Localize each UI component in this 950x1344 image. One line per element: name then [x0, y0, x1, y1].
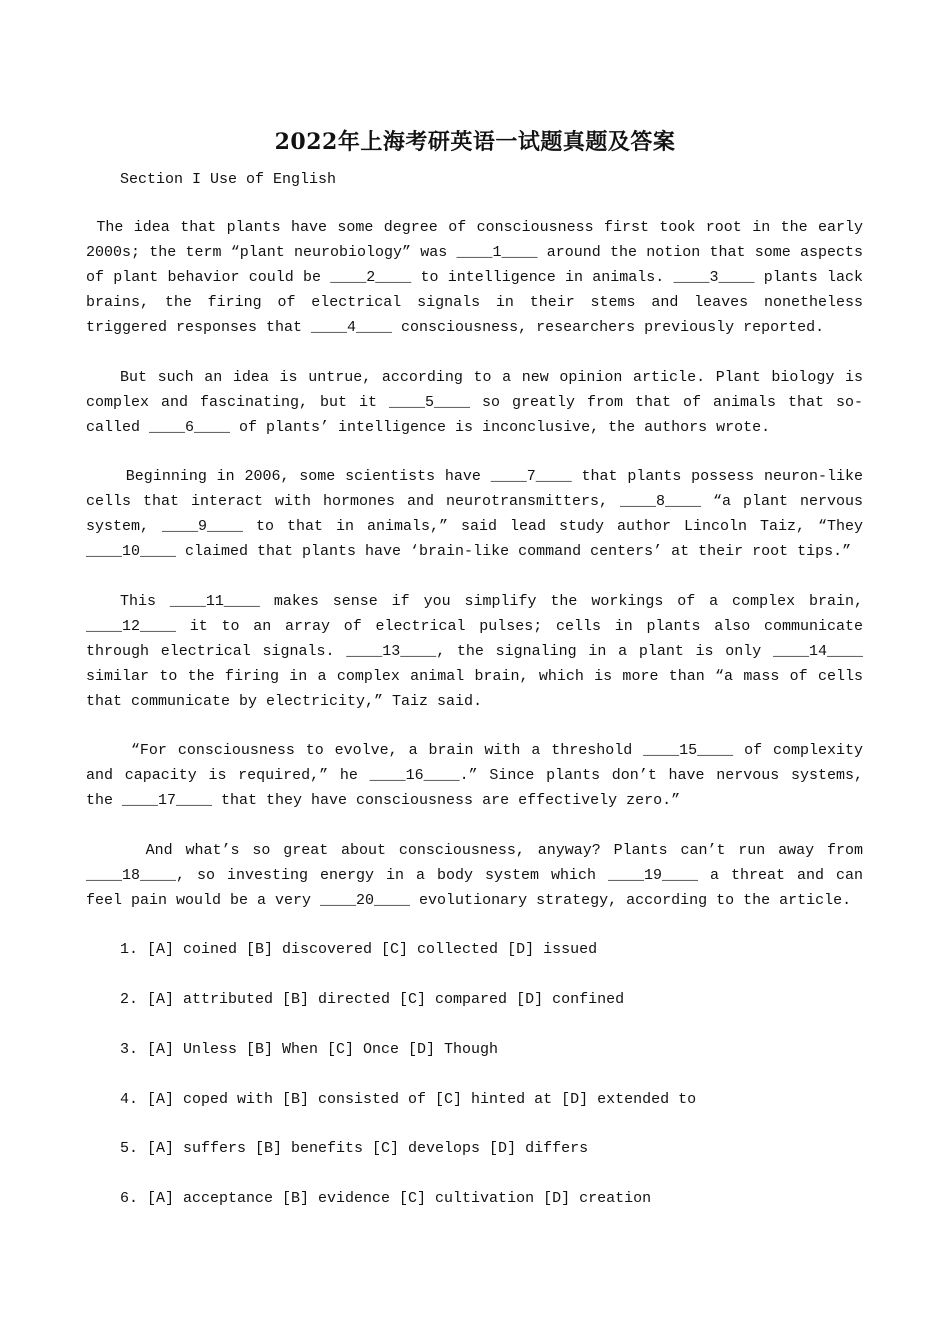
passage-paragraph-2: But such an idea is untrue, according to a new opinion article. Plant biology is complex and fascinating, but it ____5____ so greatly from that of animals that so-called ____6____ of plants’ intelligence is inconclusive, the authors wrote. [86, 369, 863, 436]
passage-paragraph-1: The idea that plants have some degree of consciousness first took root in the early 2000s; the term “plant neurobiology” was ____1____ around the notion that some aspects of plant behavior could be ____2____ to intelligence in animals. ____3____ plants lack brains, the firing of electrical signals in their stems and leaves nonetheless triggered responses that ____4____ consciousness, researchers previously reported. [86, 219, 863, 336]
passage-paragraph-5: “For consciousness to evolve, a brain with a threshold ____15____ of complexity and capacity is required,” he ____16____.” Since plants don’t have nervous systems, the ____17____ that they have consciousness are effectively zero.” [86, 742, 863, 809]
passage-paragraph-4: This ____11____ makes sense if you simplify the workings of a complex brain, ____12____ it to an array of electrical pulses; cells in plants also communicate through electrical signals. ____13____, the signaling in a plant is only ____14____ similar to the firing in a complex animal brain, which is more than “a mass of cells that communicate by electricity,” Taiz said. [86, 593, 863, 710]
passage-paragraph-6: And what’s so great about consciousness, anyway? Plants can’t run away from ____18____, so investing energy in a body system which ____19____ a threat and can feel pain would be a very ____20____ evolutionary strategy, according to the article. [86, 842, 863, 909]
question-option-2: 2. [A] attributed [B] directed [C] compared [D] confined [120, 991, 625, 1008]
document-title: 2022年上海考研英语一试题真题及答案 [274, 129, 676, 155]
passage-paragraph-3: Beginning in 2006, some scientists have ____7____ that plants possess neuron-like cells that interact with hormones and neurotransmitters, ____8____ “a plant nervous system, ____9____ to that in animals,” said lead study author Lincoln Taiz, “They ____10____ claimed that plants have ‘brain-like command centers’ at their root tips.” [86, 468, 863, 560]
question-option-6: 6. [A] acceptance [B] evidence [C] cultivation [D] creation [120, 1190, 652, 1207]
question-option-3: 3. [A] Unless [B] When [C] Once [D] Though [120, 1041, 499, 1058]
question-option-4: 4. [A] coped with [B] consisted of [C] hinted at [D] extended to [120, 1091, 697, 1108]
question-option-5: 5. [A] suffers [B] benefits [C] develops [D] differs [120, 1140, 589, 1157]
section-heading: Section I Use of English [120, 171, 337, 188]
question-option-1: 1. [A] coined [B] discovered [C] collected [D] issued [120, 941, 598, 958]
